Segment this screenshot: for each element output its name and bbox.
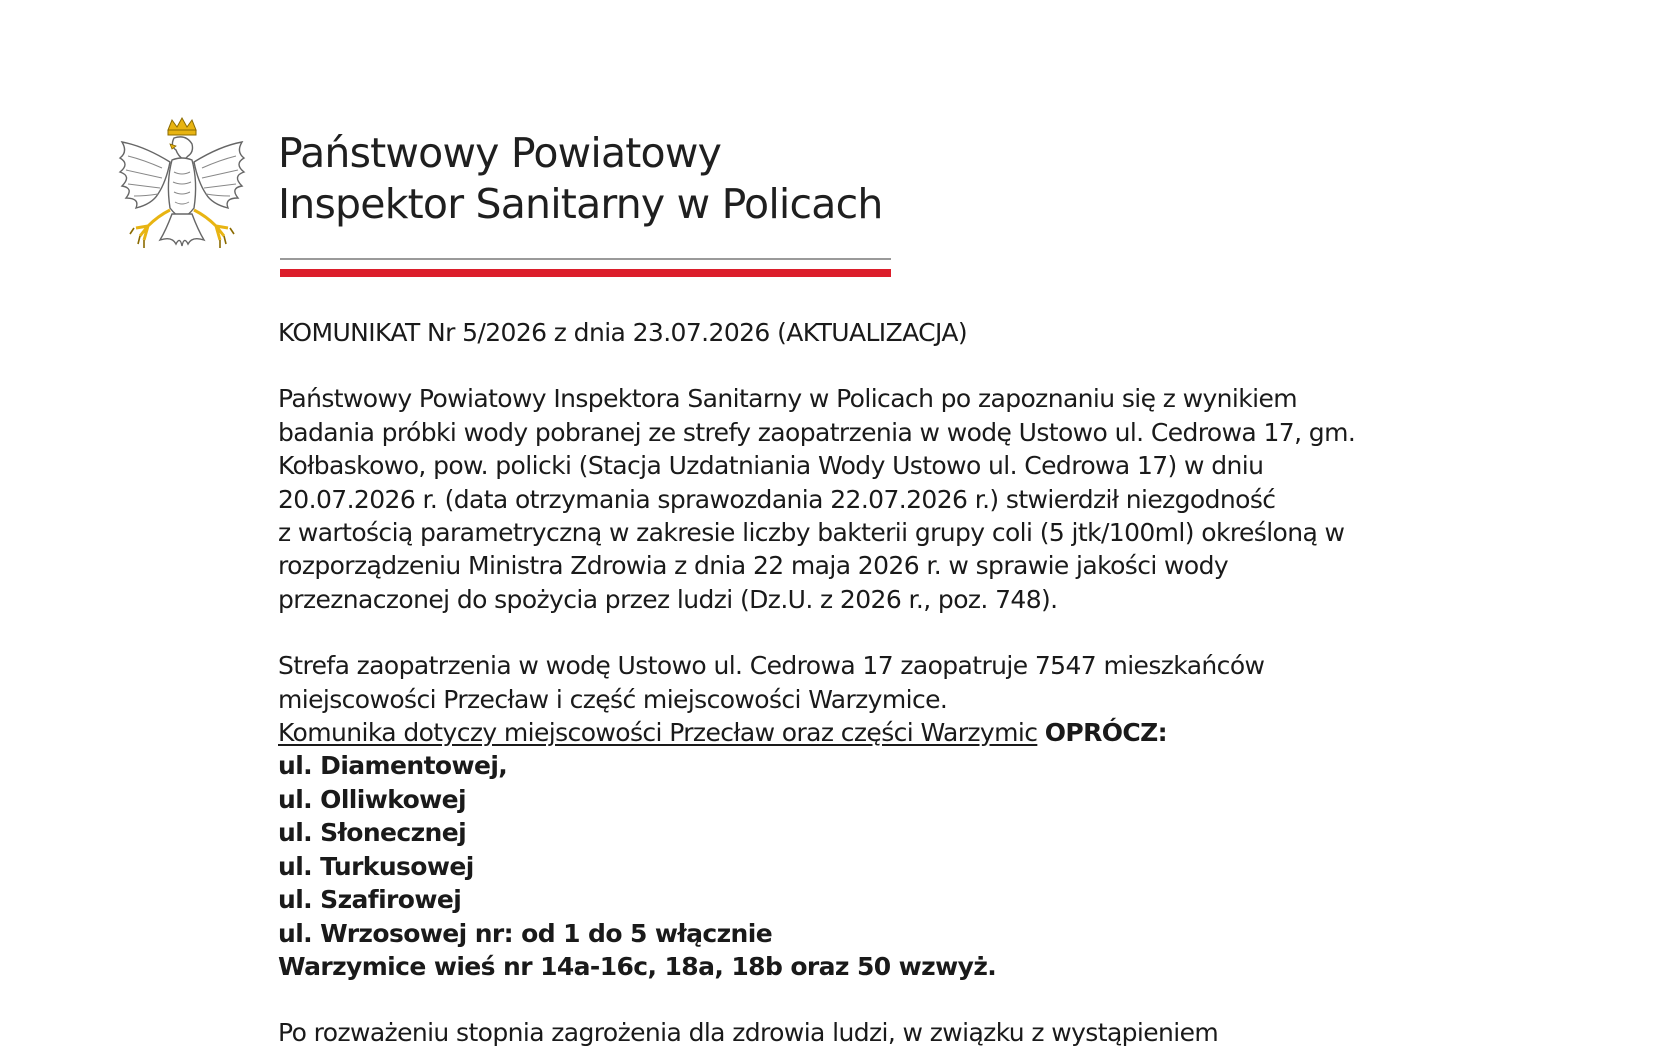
spacer <box>278 616 1398 649</box>
paragraph-line: przeznaczonej do spożycia przez ludzi (Dz.U. z 2026 r., poz. 748). <box>278 584 1058 614</box>
communique-heading: KOMUNIKAT Nr 5/2026 z dnia 23.07.2026 (AKTUALIZACJA) <box>278 318 968 347</box>
scope-except-text: OPRÓCZ: <box>1044 718 1168 748</box>
paragraph-line: Państwowy Powiatowy Inspektora Sanitarny w Policach po zapoznaniu się z wynikiem <box>278 384 1298 414</box>
scope-underlined-text: Komunika dotyczy miejscowości Przecław oraz części Warzymic <box>278 718 1038 748</box>
paragraph-line: Kołbaskowo, pow. policki (Stacja Uzdatniania Wody Ustowo ul. Cedrowa 17) w dniu <box>278 451 1264 481</box>
exception-item: Warzymice wieś nr 14a-16c, 18a, 18b oraz 50 wzwyż. <box>278 951 997 981</box>
spacer <box>278 983 1398 1016</box>
header-divider-gray <box>280 258 891 260</box>
paragraph-supply-zone <box>278 649 1398 749</box>
exception-item: ul. Turkusowej <box>278 851 474 881</box>
paragraph-line: z wartością parametryczną w zakresie liczby bakterii grupy coli (5 jtk/100ml) określoną w <box>278 518 1345 548</box>
exception-item: ul. Słonecznej <box>278 818 467 848</box>
institution-title <box>278 128 883 230</box>
paragraph-findings <box>278 382 1398 616</box>
institution-title-line2: Inspektor Sanitarny w Policach <box>278 180 883 228</box>
paragraph-line: badania próbki wody pobranej ze strefy zaopatrzenia w wodę Ustowo ul. Cedrowa 17, gm. <box>278 417 1356 447</box>
institution-title-line1: Państwowy Powiatowy <box>278 129 722 177</box>
paragraph-risk-assessment: Po rozważeniu stopnia zagrożenia dla zdrowia ludzi, w związku z wystąpieniem <box>278 1018 1219 1048</box>
header-divider-red <box>280 269 891 277</box>
document-body <box>278 316 1398 1050</box>
paragraph-line: 20.07.2026 r. (data otrzymania sprawozdania 22.07.2026 r.) stwierdził niezgodność <box>278 484 1276 514</box>
exception-item: ul. Wrzosowej nr: od 1 do 5 włącznie <box>278 918 773 948</box>
scope-line <box>278 716 1398 749</box>
exception-item: ul. Diamentowej, <box>278 751 508 781</box>
exceptions-list <box>278 749 1398 983</box>
paragraph-line: Strefa zaopatrzenia w wodę Ustowo ul. Cedrowa 17 zaopatruje 7547 mieszkańców <box>278 651 1265 681</box>
exception-item: ul. Szafirowej <box>278 885 462 915</box>
paragraph-line: miejscowości Przecław i część miejscowości Warzymice. <box>278 684 948 714</box>
exception-item: ul. Olliwkowej <box>278 784 466 814</box>
paragraph-line: rozporządzeniu Ministra Zdrowia z dnia 22 maja 2026 r. w sprawie jakości wody <box>278 551 1229 581</box>
spacer <box>278 349 1398 382</box>
polish-eagle-emblem-icon <box>114 116 250 266</box>
